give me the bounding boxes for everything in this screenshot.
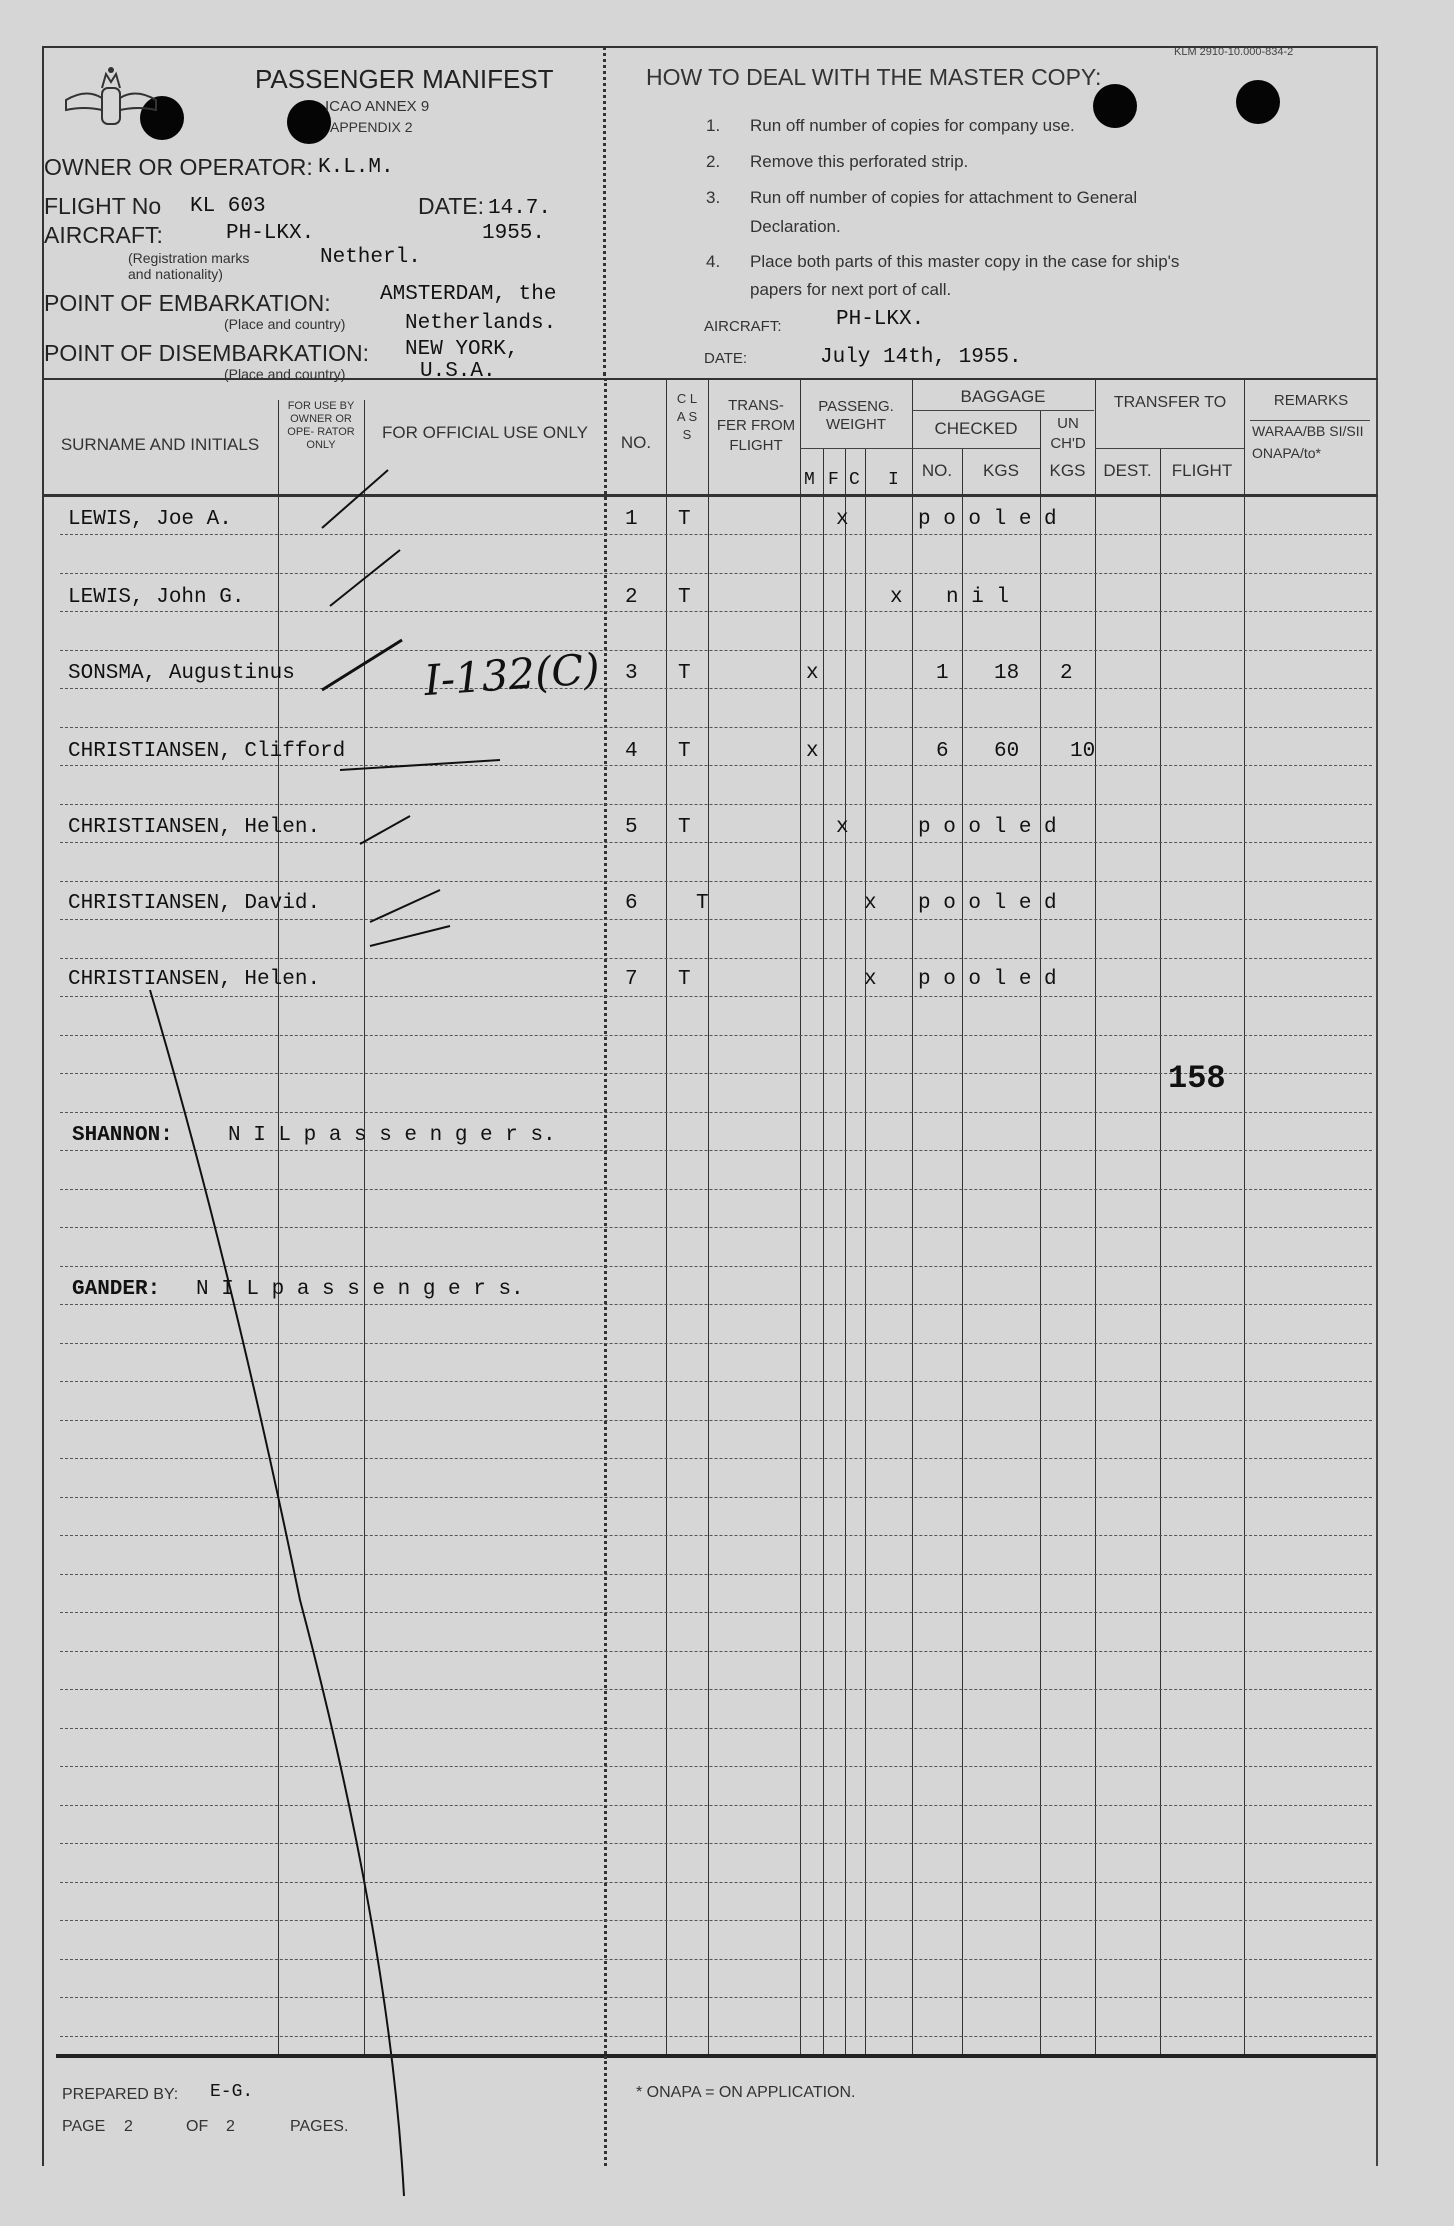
of-num: 2 [226,2118,235,2135]
unchecked-kgs: 10 [1070,740,1096,763]
weight-mark: x [836,816,849,839]
instructions-title: HOW TO DEAL WITH THE MASTER COPY: [646,64,1102,90]
col-checked: CHECKED [934,419,1018,438]
passenger-class: T [678,508,691,531]
embarkation-value-1: AMSTERDAM, the [380,283,557,306]
instruction-text: Run off number of copies for company use. [750,116,1075,135]
instr-aircraft-label: AIRCRAFT: [704,318,782,335]
passenger-name: LEWIS, John G. [68,586,245,609]
handwritten-code: I-132(C) [422,643,602,706]
nationality-label: and nationality) [128,266,223,282]
place-country-label: (Place and country) [224,316,346,332]
col-dest: DEST. [1103,461,1152,480]
aircraft-value: PH-LKX. [226,222,315,245]
instr-aircraft-value: PH-LKX. [836,308,925,331]
stop-note: N I L p a s s e n g e r s. [196,1278,524,1301]
stop-place: GANDER: [72,1278,161,1301]
weight-mark: x [864,968,877,991]
passenger-class: T [678,662,691,685]
weight-sub-f: F [828,470,839,490]
passenger-class: T [678,586,691,609]
owner-value: K.L.M. [318,156,394,179]
col-owner-use: FOR USE BY OWNER OR OPE- RATOR ONLY [287,400,355,451]
baggage-kgs: 60 [994,740,1020,763]
passenger-no: 6 [625,892,638,915]
embarkation-label: POINT OF EMBARKATION: [44,290,331,316]
baggage-note: n i l [946,586,1010,609]
col-bag-no: NO. [921,461,953,480]
date-label: DATE: [418,193,485,219]
prepared-value: E-G. [210,2082,254,2102]
instr-date-label: DATE: [704,350,748,367]
instruction-text: Run off number of copies for attachment to General [750,188,1138,207]
flight-label: FLIGHT No [44,193,162,219]
baggage-count: 1 [936,662,949,685]
manifest-title: PASSENGER MANIFEST [255,64,554,94]
instr-date-value: July 14th, 1955. [820,346,1022,369]
pages-label: PAGES. [290,2118,349,2135]
disembarkation-value-1: NEW YORK, [405,338,519,361]
col-pass-weight: PASSENG. WEIGHT [818,398,894,433]
col-unchecked: UN CH'D [1050,415,1086,452]
baggage-note: p o o l e d [918,892,1057,915]
weight-mark: x [806,740,819,763]
passenger-no: 4 [625,740,638,763]
of-label: OF [186,2118,209,2135]
instruction-num: 1. [706,116,721,135]
col-un-kgs: KGS [1049,461,1086,480]
col-transfer-to: TRANSFER TO [1113,394,1227,411]
col-class: C L A S S [676,391,698,442]
baggage-note: p o o l e d [918,508,1057,531]
passenger-name: CHRISTIANSEN, David. [68,892,321,915]
onapa-note: * ONAPA = ON APPLICATION. [636,2084,856,2101]
instruction-text: Place both parts of this master copy in the case for ship's [750,252,1180,271]
baggage-kgs: 18 [994,662,1020,685]
passenger-name: LEWIS, Joe A. [68,508,232,531]
col-flight: FLIGHT [1171,461,1233,480]
passenger-no: 1 [625,508,638,531]
col-transfer-from: TRANS- FER FROM FLIGHT [716,397,796,454]
passenger-class: T [696,892,709,915]
prepared-label: PREPARED BY: [62,2086,179,2103]
table-bottom [56,2054,1376,2058]
col-bag-kgs: KGS [983,461,1019,480]
weight-mark: x [864,892,877,915]
place-country-label: (Place and country) [224,366,346,382]
weight-sub-c: C [849,470,860,490]
passenger-name: SONSMA, Augustinus [68,662,295,685]
passenger-name: CHRISTIANSEN, Helen. [68,968,321,991]
disembarkation-label: POINT OF DISEMBARKATION: [44,340,370,366]
page-num: 2 [124,2118,133,2135]
stamp-number: 158 [1168,1060,1226,1097]
baggage-count: 6 [936,740,949,763]
weight-mark: x [806,662,819,685]
disembarkation-value-2: U.S.A. [420,360,496,383]
registration-label: (Registration marks [128,250,250,266]
unchecked-kgs: 2 [1060,662,1073,685]
weight-mark: x [836,508,849,531]
owner-label: OWNER OR OPERATOR: [44,154,313,180]
baggage-note: p o o l e d [918,816,1057,839]
stop-note: N I L p a s s e n g e r s. [228,1124,556,1147]
page-label: PAGE [62,2118,106,2135]
stop-place: SHANNON: [72,1124,173,1147]
aircraft-label: AIRCRAFT: [44,222,163,248]
col-remarks: REMARKS [1273,392,1349,409]
icao-annex: ICAO ANNEX 9 [325,98,430,115]
instruction-text: Declaration. [750,217,841,236]
col-remarks-sub: WARAA/BB SI/SII ONAPA/to* [1252,423,1364,461]
col-official-use: FOR OFFICIAL USE ONLY [382,423,588,442]
footer-divider [604,2056,607,2166]
weight-mark: x [890,586,903,609]
baggage-note: p o o l e d [918,968,1057,991]
nationality-value: Netherl. [320,246,421,269]
date-value-day: 14.7. [488,197,552,220]
instruction-num: 3. [706,188,721,207]
passenger-class: T [678,816,691,839]
passenger-no: 7 [625,968,638,991]
passenger-class: T [678,740,691,763]
col-no: NO. [620,433,652,452]
col-baggage: BAGGAGE [960,387,1046,406]
flight-value: KL 603 [190,195,266,218]
weight-sub-i: I [888,470,899,490]
appendix: APPENDIX 2 [330,119,413,135]
instruction-num: 2. [706,152,721,171]
instruction-text: papers for next port of call. [750,280,952,299]
passenger-class: T [678,968,691,991]
embarkation-value-2: Netherlands. [405,312,557,335]
passenger-name: CHRISTIANSEN, Clifford [68,740,346,763]
passenger-no: 5 [625,816,638,839]
instruction-num: 4. [706,252,721,271]
instruction-text: Remove this perforated strip. [750,152,969,171]
passenger-no: 3 [625,662,638,685]
passenger-no: 2 [625,586,638,609]
col-surname: SURNAME AND INITIALS [60,435,260,454]
ref-code: KLM 2910-10.000-834-2 [1174,46,1294,58]
weight-sub-m: M [804,470,815,490]
date-value-year: 1955. [482,222,546,245]
passenger-name: CHRISTIANSEN, Helen. [68,816,321,839]
